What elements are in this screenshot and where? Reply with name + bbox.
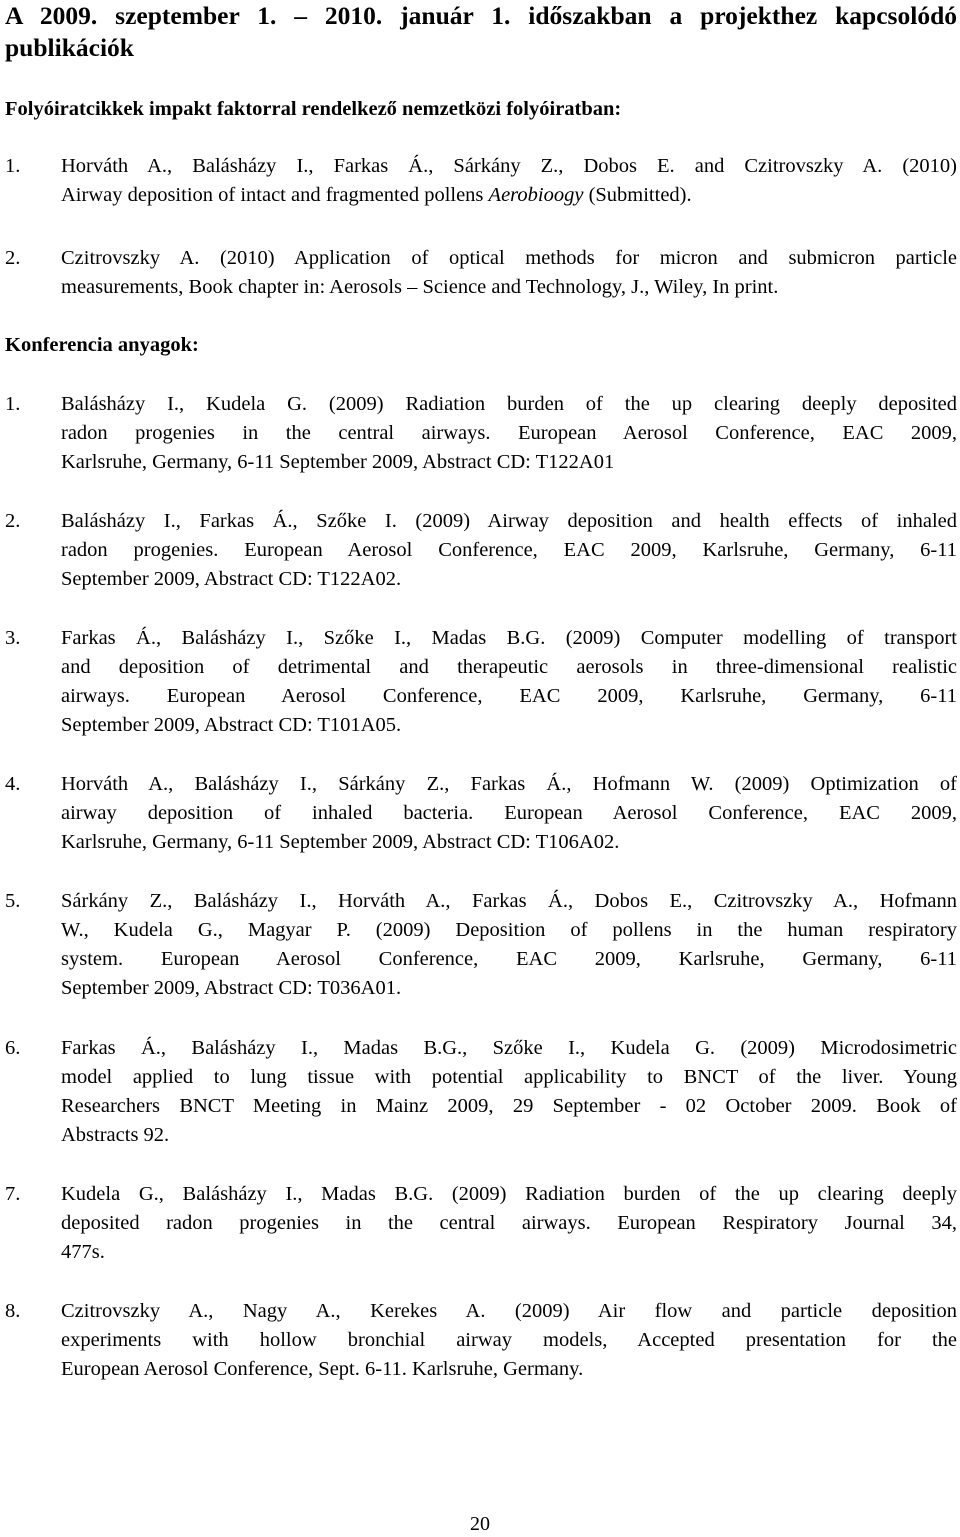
entry-line: experiments with hollow bronchial airway models, Accepted presentation for the (61, 1329, 957, 1351)
entry-line: radon progenies. European Aerosol Conference, EAC 2009, Karlsruhe, Germany, 6-11 (61, 539, 957, 561)
entry-text (61, 507, 957, 594)
entry-line: September 2009, Abstract CD: T101A05. (61, 714, 402, 736)
entry-line (61, 181, 957, 210)
entry-number: 6. (5, 1037, 21, 1059)
entry-text (61, 1034, 957, 1150)
entry-line: Kudela G., Balásházy I., Madas B.G. (2009) Radiation burden of the up clearing deeply (61, 1183, 957, 1205)
entry-line: Farkas Á., Balásházy I., Szőke I., Madas B.G. (2009) Computer modelling of transport (61, 627, 957, 649)
page-number: 20 (470, 1513, 490, 1535)
entry-line: Researchers BNCT Meeting in Mainz 2009, 29 September - 02 October 2009. Book of (61, 1095, 957, 1117)
entry-line: measurements, Book chapter in: Aerosols – Science and Technology, J., Wiley, In print. (61, 276, 779, 298)
entry-text (61, 244, 957, 302)
entry-line: radon progenies in the central airways. European Aerosol Conference, EAC 2009, (61, 422, 957, 444)
entry-number: 1. (5, 393, 21, 415)
entry-line: airways. European Aerosol Conference, EAC 2009, Karlsruhe, Germany, 6-11 (61, 685, 957, 707)
entry-number: 3. (5, 627, 21, 649)
entry-number: 4. (5, 773, 21, 795)
entry-line: model applied to lung tissue with potential applicability to BNCT of the liver. Young (61, 1066, 957, 1088)
entry-line: W., Kudela G., Magyar P. (2009) Deposition of pollens in the human respiratory (61, 919, 957, 941)
entry-line: Sárkány Z., Balásházy I., Horváth A., Farkas Á., Dobos E., Czitrovszky A., Hofmann (61, 890, 957, 912)
entry-number: 8. (5, 1300, 21, 1322)
entry-line-part: (Submitted). (583, 184, 692, 206)
entry-line: system. European Aerosol Conference, EAC 2009, Karlsruhe, Germany, 6-11 (61, 948, 957, 970)
entry-number: 7. (5, 1183, 21, 1205)
section-heading-journals: Folyóiratcikkek impakt faktorral rendelkező nemzetközi folyóiratban: (5, 98, 622, 120)
entry-text (61, 624, 957, 740)
entry-number: 2. (5, 510, 21, 532)
entry-line: 477s. (61, 1241, 105, 1263)
entry-line: and deposition of detrimental and therapeutic aerosols in three-dimensional realistic (61, 656, 957, 678)
entry-line: Balásházy I., Farkas Á., Szőke I. (2009) Airway deposition and health effects of inhaled (61, 510, 957, 532)
entry-text (61, 1297, 957, 1384)
entry-line: Horváth A., Balásházy I., Sárkány Z., Farkas Á., Hofmann W. (2009) Optimization of (61, 773, 957, 795)
entry-number: 5. (5, 890, 21, 912)
entry-line: Czitrovszky A. (2010) Application of optical methods for micron and submicron particle (61, 247, 957, 269)
entry-line: European Aerosol Conference, Sept. 6-11. Karlsruhe, Germany. (61, 1358, 584, 1380)
entry-line-part: Airway deposition of intact and fragmented pollens (61, 184, 489, 206)
entry-number: 1. (5, 155, 21, 177)
journal-name-italic: Aerobioogy (488, 184, 584, 206)
entry-line: Abstracts 92. (61, 1124, 170, 1146)
entry-text (61, 390, 957, 477)
entry-line: Farkas Á., Balásházy I., Madas B.G., Szőke I., Kudela G. (2009) Microdosimetric (61, 1037, 957, 1059)
section-heading-conferences: Konferencia anyagok: (5, 334, 199, 356)
entry-line: airway deposition of inhaled bacteria. European Aerosol Conference, EAC 2009, (61, 802, 957, 824)
page-title: A 2009. szeptember 1. – 2010. január 1. időszakban a projekthez kapcsolódó publikációk (5, 1, 957, 62)
entry-line: Horváth A., Balásházy I., Farkas Á., Sárkány Z., Dobos E. and Czitrovszky A. (2010) (61, 155, 957, 177)
entry-text (61, 887, 957, 1003)
entry-line: September 2009, Abstract CD: T122A02. (61, 568, 402, 590)
entry-number: 2. (5, 247, 21, 269)
entry-line: Karlsruhe, Germany, 6-11 September 2009, Abstract CD: T122A01 (61, 451, 615, 473)
entry-text (61, 152, 957, 210)
entry-line: deposited radon progenies in the central airways. European Respiratory Journal 34, (61, 1212, 957, 1234)
entry-line: Balásházy I., Kudela G. (2009) Radiation burden of the up clearing deeply deposited (61, 393, 957, 415)
entry-text (61, 770, 957, 857)
entry-text (61, 1180, 957, 1267)
entry-line: Czitrovszky A., Nagy A., Kerekes A. (2009) Air flow and particle deposition (61, 1300, 957, 1322)
entry-line: Karlsruhe, Germany, 6-11 September 2009, Abstract CD: T106A02. (61, 831, 620, 853)
entry-line: September 2009, Abstract CD: T036A01. (61, 977, 402, 999)
